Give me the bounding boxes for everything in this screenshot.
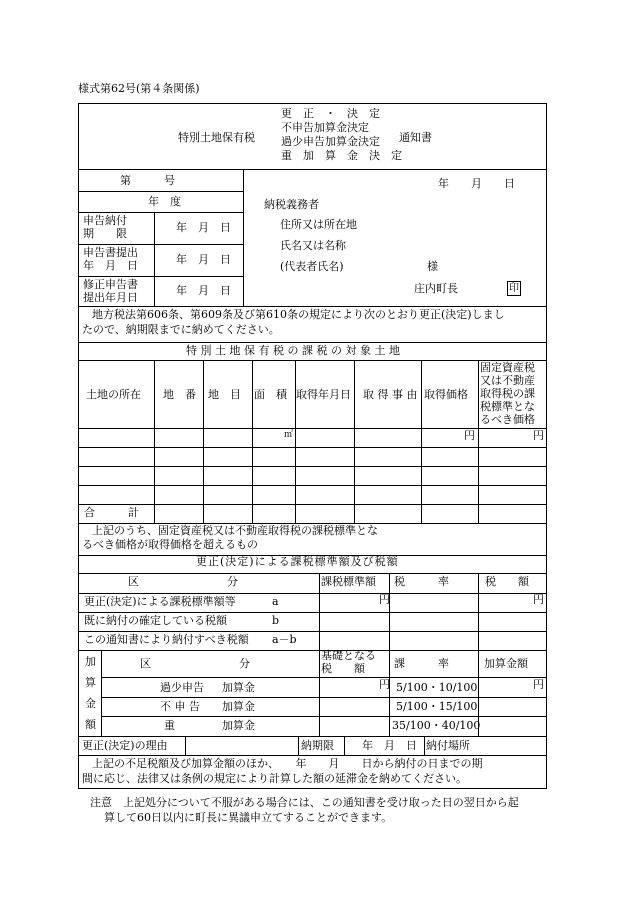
penalty-row-3-name: 加算金 xyxy=(222,719,255,732)
intro-line-2: たので、納期限までに納めてください。 xyxy=(82,323,280,336)
representative-label: (代表者氏名) xyxy=(280,260,344,273)
calc-row-2-label: 既に納付の確定している税額 xyxy=(84,614,227,627)
amended-date-label-1: 修正申告書 xyxy=(83,278,138,291)
land-header-acq-reason: 取 得 事 由 xyxy=(363,388,418,401)
calc-row-3-label: この通知書により納付すべき税額 xyxy=(84,633,249,646)
penalty-header-amount: 加算金額 xyxy=(484,657,528,670)
payment-deadline-label-1: 申告納付 xyxy=(83,214,127,227)
penalty-row-3-rate: 35/100・40/100 xyxy=(392,719,481,732)
caution-line-1: 注意 上記処分について不服がある場合には、この通知書を受け取った日の翌日から起 xyxy=(90,796,519,809)
land-header-assessed-5: るべき価格 xyxy=(480,413,535,426)
taxpayer-label: 納税義務者 xyxy=(264,198,319,211)
land-header-assessed-1: 固定資産税 xyxy=(480,361,535,374)
unit-yen-price: 円 xyxy=(464,429,475,442)
reason-label: 更正(決定)の理由 xyxy=(82,739,168,752)
penalty-row-1-yen-amount: 円 xyxy=(533,678,544,691)
payment-place-label: 納付場所 xyxy=(426,739,470,752)
unit-sqm: ㎡ xyxy=(284,430,294,440)
calc-row-1-label: 更正(決定)による課税標準額等 xyxy=(84,595,236,608)
penalty-side-2: 算 xyxy=(85,676,96,689)
land-table-title: 特 別 土 地 保 有 税 の 課 税 の 対 象 土 地 xyxy=(186,344,400,357)
payment-deadline-label-2: 期 限 xyxy=(83,227,127,240)
penalty-header-base-2: 税 額 xyxy=(321,662,365,675)
land-header-lot: 地 番 xyxy=(163,388,196,401)
land-header-acq-price: 取得価格 xyxy=(424,388,468,401)
calc-row-2-mark: b xyxy=(272,614,280,627)
address-label: 住所又は所在地 xyxy=(280,218,357,231)
calc-row-3-mark: a－b xyxy=(272,633,297,646)
intro-line-1: 地方税法第606条、第609条及び第610条の規定により次のとおり更正(決定)しまし xyxy=(92,308,505,321)
penalty-header-rate: 課 率 xyxy=(394,657,449,670)
calc-title: 更正(決定)による課税標準額及び税額 xyxy=(196,555,399,568)
land-header-assessed-3: 取得税の課 xyxy=(480,387,535,400)
calc-row-1-yen-base: 円 xyxy=(379,593,390,606)
land-header-assessed-2: 又は不動産 xyxy=(480,374,535,387)
calc-header-tax: 税 額 xyxy=(485,575,529,588)
penalty-row-2-type: 不 申 告 xyxy=(160,700,200,713)
amended-date-label-2: 提出年月日 xyxy=(83,291,138,304)
honorific: 様 xyxy=(427,260,438,273)
header-type-1: 更 正 ・ 決 定 xyxy=(281,107,380,120)
deadline-ymd: 年 月 日 xyxy=(362,739,417,752)
penalty-side-4: 額 xyxy=(85,718,96,731)
payment-deadline-ymd: 年 月 日 xyxy=(176,221,231,234)
land-header-location: 土地の所在 xyxy=(86,388,141,401)
form-number: 様式第62号(第４条関係) xyxy=(78,82,200,95)
number-label: 第 号 xyxy=(120,174,175,187)
penalty-row-1-type: 過少申告 xyxy=(160,681,204,694)
mayor-label: 庄内町長 xyxy=(414,282,458,295)
header-type-2: 不申告加算金決定 xyxy=(281,121,369,134)
header-type-4: 重 加 算 金 決 定 xyxy=(281,149,402,162)
land-note-2: るべき価格が取得価格を超えるもの xyxy=(82,538,258,551)
header-notice: 通知書 xyxy=(399,131,432,144)
penalty-row-2-rate: 5/100・15/100 xyxy=(396,700,478,713)
name-label: 氏名又は名称 xyxy=(280,239,346,252)
filing-date-label-2: 年 月 日 xyxy=(83,259,138,272)
land-header-area: 面 積 xyxy=(254,388,287,401)
caution-line-2: 算して60日以内に町長に異議申立てすることができます。 xyxy=(104,811,393,824)
unit-yen-assessed: 円 xyxy=(533,429,544,442)
land-header-acq-date: 取得年月日 xyxy=(296,388,351,401)
surcharge-line-2: 間に応じ、法律又は条例の規定により計算した額の延滞金を納めてください。 xyxy=(82,772,467,785)
calc-row-1-mark: a xyxy=(272,595,279,608)
header-tax-name: 特別土地保有税 xyxy=(178,131,255,144)
calc-row-1-yen-tax: 円 xyxy=(533,593,544,606)
filing-date-ymd: 年 月 日 xyxy=(176,253,231,266)
deadline-label: 納期限 xyxy=(301,739,334,752)
penalty-side-3: 金 xyxy=(85,697,96,710)
calc-header-kubun: 区 分 xyxy=(128,575,238,588)
penalty-row-3-type: 重 xyxy=(164,719,175,732)
land-total-label: 合 計 xyxy=(84,506,139,519)
penalty-side-1: 加 xyxy=(85,655,96,668)
penalty-header-base-1: 基礎となる xyxy=(321,649,376,662)
issue-date: 年 月 日 xyxy=(438,177,515,190)
penalty-row-1-rate: 5/100・10/100 xyxy=(396,681,478,694)
penalty-row-1-name: 加算金 xyxy=(222,681,255,694)
calc-header-base: 課税標準額 xyxy=(321,575,376,588)
penalty-header-kubun: 区 分 xyxy=(140,657,250,670)
header-type-3: 過少申告加算金決定 xyxy=(281,135,380,148)
calc-header-rate: 税 率 xyxy=(394,575,449,588)
land-header-category: 地 目 xyxy=(208,388,241,401)
seal-mark: 印 xyxy=(509,283,519,294)
land-header-assessed-4: 税標準とな xyxy=(480,400,535,413)
penalty-row-1-yen-base: 円 xyxy=(379,678,390,691)
surcharge-line-1: 上記の不足税額及び加算金額のほか、 年 月 日から納付の日までの期 xyxy=(92,757,483,770)
fiscal-year-label: 年 度 xyxy=(148,195,181,208)
amended-date-ymd: 年 月 日 xyxy=(176,284,231,297)
filing-date-label-1: 申告書提出 xyxy=(83,246,138,259)
penalty-row-2-name: 加算金 xyxy=(222,700,255,713)
land-note-1: 上記のうち、固定資産税又は不動産取得税の課税標準とな xyxy=(92,524,378,537)
